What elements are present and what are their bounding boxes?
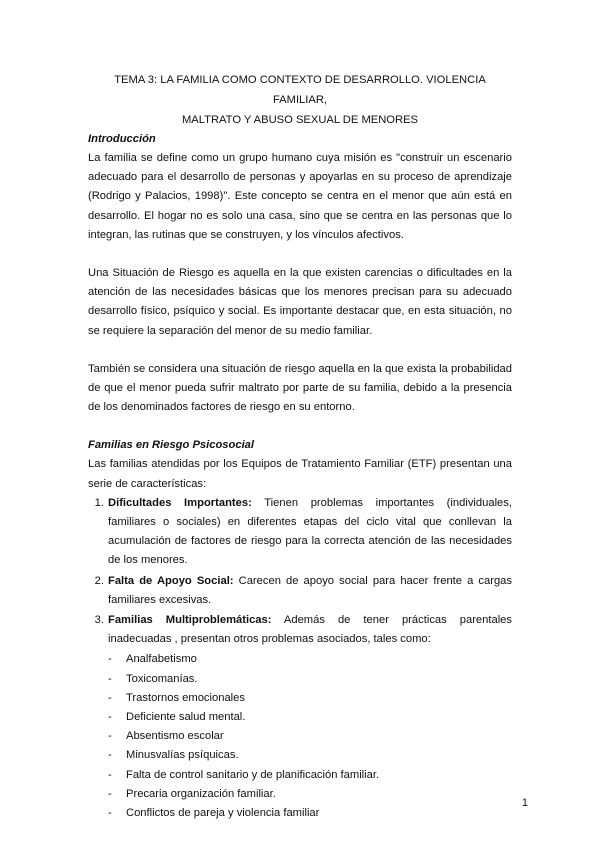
- introduction-paragraph-3: También se considera una situación de riesgo aquella en la que exista la probabilidad de que el menor pueda sufrir maltrato por parte de su familia, debido a la presencia de los denominados factores de riesgo en su entorno.: [88, 362, 512, 414]
- associated-problem-text: Deficiente salud mental.: [126, 711, 246, 724]
- associated-problem-item: [108, 746, 512, 765]
- associated-problem-text: Trastornos emocionales: [126, 691, 245, 704]
- associated-problem-item: [108, 689, 512, 708]
- title-line-1: TEMA 3: LA FAMILIA COMO CONTEXTO DE DESARROLLO. VIOLENCIA FAMILIAR,: [114, 74, 486, 106]
- page-number: 1: [521, 797, 528, 809]
- characteristic-title: Dificultades Importantes:: [108, 496, 252, 509]
- associated-problem-item: [108, 650, 512, 669]
- characteristic-item: [94, 572, 512, 610]
- characteristic-title: Falta de Apoyo Social:: [108, 574, 234, 587]
- dash-bullet: -: [108, 787, 112, 800]
- associated-problem-item: [108, 804, 512, 823]
- associated-problem-item: [108, 766, 512, 785]
- families-heading: Familias en Riesgo Psicosocial: [88, 439, 255, 452]
- introduction-paragraph-1: La familia se define como un grupo humano cuya misión es "construir un escenario adecuado para el desarrollo de personas y apoyarlas en su proceso de aprendizaje (Rodrigo y Palacios, 1998)". Este concepto se centra en el menor que aún está en desarrollo. El hogar no es solo una casa, sino que se centra en las personas que lo integran, las rutinas que se construyen, y los vínculos afectivos.: [88, 152, 512, 241]
- characteristic-number: 1.: [94, 496, 104, 509]
- characteristic-title: Familias Multiproblemáticas:: [108, 614, 272, 627]
- associated-problem-text: Falta de control sanitario y de planificación familiar.: [126, 768, 380, 781]
- characteristic-text: Tienen problemas importantes (individuales, familiares o sociales) en diferentes etapas del ciclo vital que conllevan la acumulación de factores de riesgo para la correcta atención de las necesidades de los menores.: [108, 496, 512, 567]
- title-line-2: MALTRATO Y ABUSO SEXUAL DE MENORES: [181, 114, 419, 126]
- characteristic-text: Además de tener prácticas parentales inadecuadas , presentan otros problemas asociados, tales como:: [108, 614, 512, 646]
- introduction-heading: Introducción: [88, 133, 156, 145]
- associated-problems-list: [88, 650, 512, 823]
- characteristic-text: Carecen de apoyo social para hacer frente a cargas familiares excesivas.: [108, 574, 512, 606]
- associated-problem-item: [108, 785, 512, 804]
- dash-bullet: -: [108, 691, 112, 704]
- associated-problem-text: Analfabetismo: [126, 653, 197, 666]
- associated-problem-text: Minusvalías psíquicas.: [126, 749, 239, 762]
- associated-problem-text: Absentismo escolar: [126, 730, 224, 743]
- associated-problem-item: [108, 708, 512, 727]
- characteristic-item: [94, 494, 512, 571]
- dash-bullet: -: [108, 730, 112, 743]
- associated-problem-item: [108, 670, 512, 689]
- dash-bullet: -: [108, 768, 112, 781]
- characteristic-number: 2.: [94, 574, 104, 587]
- characteristics-list: [88, 494, 512, 650]
- dash-bullet: -: [108, 653, 112, 666]
- characteristic-item: [94, 611, 512, 649]
- families-intro: Las familias atendidas por los Equipos de Tratamiento Familiar (ETF) presentan una serie de características:: [88, 458, 512, 490]
- spacer: [88, 341, 512, 360]
- document-content: [88, 70, 512, 823]
- characteristic-number: 3.: [94, 614, 104, 627]
- associated-problem-text: Conflictos de pareja y violencia familiar: [126, 807, 320, 820]
- spacer: [88, 245, 512, 264]
- dash-bullet: -: [108, 672, 112, 685]
- introduction-paragraph-2: Una Situación de Riesgo es aquella en la que existen carencias o dificultades en la atención de las necesidades básicas que los menores precisan para su adecuado desarrollo físico, psíquico y social. Es importante destacar que, en esta situación, no se requiere la separación del menor de su medio familiar.: [88, 267, 512, 337]
- associated-problem-item: [108, 727, 512, 746]
- dash-bullet: -: [108, 711, 112, 724]
- dash-bullet: -: [108, 749, 112, 762]
- dash-bullet: -: [108, 807, 112, 820]
- associated-problem-text: Toxicomanías.: [126, 672, 198, 685]
- document-title: [88, 70, 512, 130]
- spacer: [88, 417, 512, 436]
- associated-problem-text: Precaria organización familiar.: [126, 787, 276, 800]
